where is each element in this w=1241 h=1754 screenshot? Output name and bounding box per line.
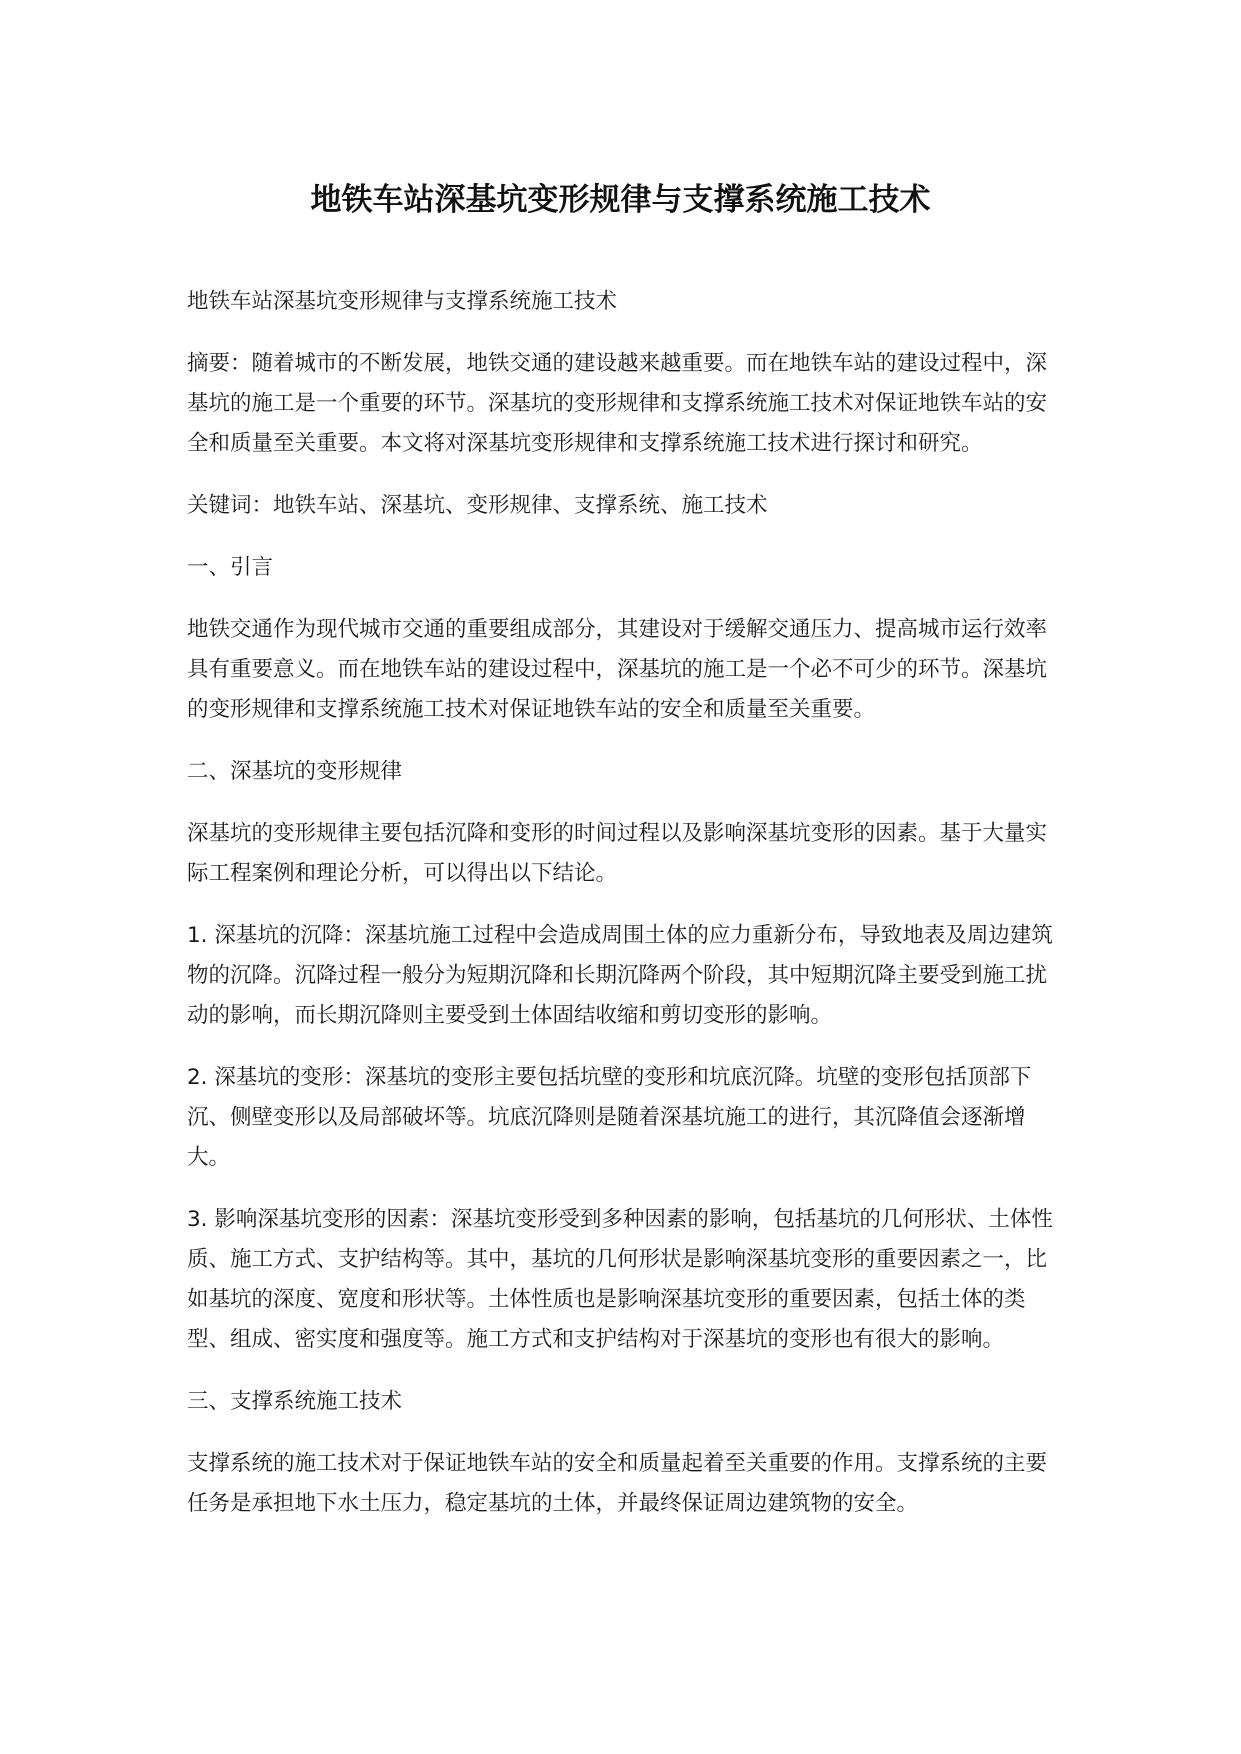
document-body (187, 282, 1067, 1546)
deformation-item-factors: 3. 影响深基坑变形的因素：深基坑变形受到多种因素的影响，包括基坑的几何形状、土体性质、施工方式、支护结构等。其中，基坑的几何形状是影响深基坑变形的重要因素之一，比如基坑的深度、宽度和形状等。土体性质也是影响深基坑变形的重要因素，包括土体的类型、组成、密实度和强度等。施工方式和支护结构对于深基坑的变形也有很大的影响。 (187, 1207, 1053, 1352)
support-system-paragraph: 支撑系统的施工技术对于保证地铁车站的安全和质量起着至关重要的作用。支撑系统的主要任务是承担地下水土压力，稳定基坑的土体，并最终保证周边建筑物的安全。 (187, 1451, 1048, 1516)
section-heading-support-system: 三、支撑系统施工技术 (187, 1389, 403, 1414)
deformation-intro-paragraph: 深基坑的变形规律主要包括沉降和变形的时间过程以及影响深基坑变形的因素。基于大量实际工程案例和理论分析，可以得出以下结论。 (187, 821, 1048, 886)
section-heading-deformation: 二、深基坑的变形规律 (187, 759, 403, 784)
document-title: 地铁车站深基坑变形规律与支撑系统施工技术 (310, 182, 931, 218)
keywords-line: 关键词：地铁车站、深基坑、变形规律、支撑系统、施工技术 (187, 493, 768, 518)
document-subtitle: 地铁车站深基坑变形规律与支撑系统施工技术 (187, 289, 618, 314)
introduction-paragraph: 地铁交通作为现代城市交通的重要组成部分，其建设对于缓解交通压力、提高城市运行效率具有重要意义。而在地铁车站的建设过程中，深基坑的施工是一个必不可少的环节。深基坑的变形规律和支撑系统施工技术对保证地铁车站的安全和质量至关重要。 (187, 617, 1048, 722)
deformation-item-deformation: 2. 深基坑的变形：深基坑的变形主要包括坑壁的变形和坑底沉降。坑壁的变形包括顶部下沉、侧壁变形以及局部破坏等。坑底沉降则是随着深基坑施工的进行，其沉降值会逐渐增大。 (187, 1065, 1032, 1170)
abstract-paragraph: 摘要：随着城市的不断发展，地铁交通的建设越来越重要。而在地铁车站的建设过程中，深基坑的施工是一个重要的环节。深基坑的变形规律和支撑系统施工技术对保证地铁车站的安全和质量至关重要。本文将对深基坑变形规律和支撑系统施工技术进行探讨和研究。 (187, 351, 1048, 456)
section-heading-introduction: 一、引言 (187, 555, 274, 580)
deformation-item-settlement: 1. 深基坑的沉降：深基坑施工过程中会造成周围土体的应力重新分布，导致地表及周边建筑物的沉降。沉降过程一般分为短期沉降和长期沉降两个阶段，其中短期沉降主要受到施工扰动的影响，而长期沉降则主要受到土体固结收缩和剪切变形的影响。 (187, 923, 1053, 1028)
